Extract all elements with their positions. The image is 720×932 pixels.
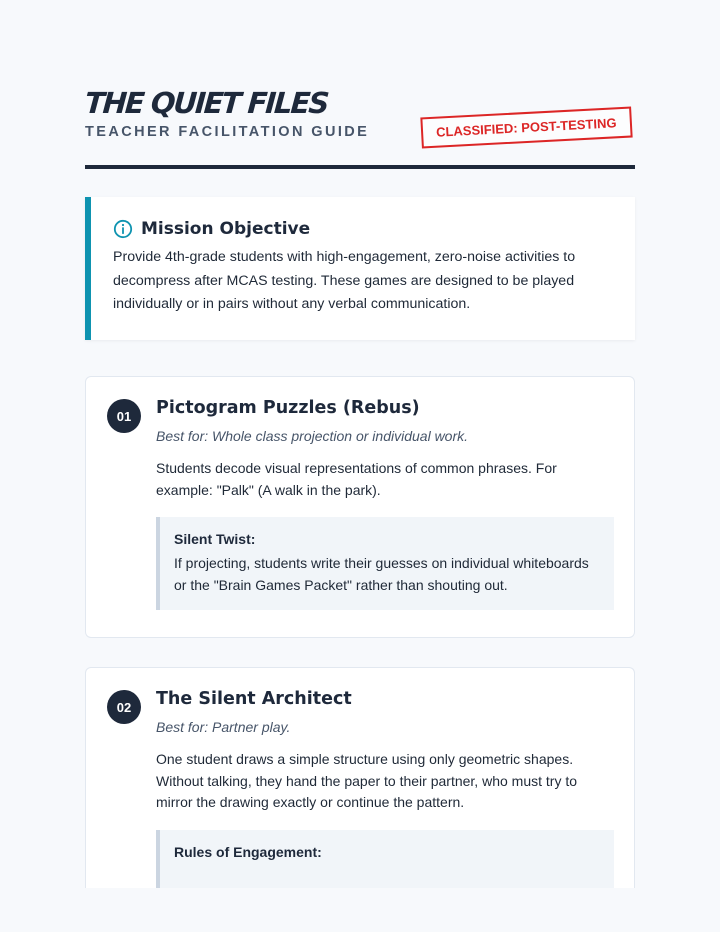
game-title: Pictogram Puzzles (Rebus): [156, 398, 420, 418]
page-title: THE QUIET FILES: [83, 86, 329, 120]
game-number-badge: 02: [107, 690, 141, 724]
callout-text: If projecting, students write their guesses on individual whiteboards or the "Brain Games Packet" rather than shouting out.: [174, 555, 589, 593]
callout-title: Rules of Engagement:: [174, 843, 322, 860]
silent-twist-callout: [156, 517, 614, 610]
game-card-pictogram-puzzles: [85, 376, 635, 638]
header-divider: [85, 165, 635, 169]
game-title: The Silent Architect: [156, 689, 352, 709]
game-card-body: [156, 398, 614, 610]
game-description: Students decode visual representations of common phrases. For example: "Palk" (A walk in the park).: [156, 460, 557, 498]
classified-stamp: CLASSIFIED: POST-TESTING: [420, 107, 632, 149]
info-icon: [113, 219, 133, 239]
guide-page: [83, 0, 635, 860]
mission-text: Provide 4th-grade students with high-engagement, zero-noise activities to decompress after MCAS testing. These games are designed to be played individually or in pairs without any verbal communication.: [113, 249, 576, 312]
callout-title: Silent Twist:: [174, 531, 256, 547]
mission-title: Mission Objective: [141, 219, 311, 239]
mission-header: [113, 219, 613, 239]
page-subtitle: TEACHER FACILITATION GUIDE: [85, 124, 370, 140]
page-bottom-edge: [0, 888, 720, 932]
game-card-body: [156, 689, 614, 910]
game-best-for: Best for: Whole class projection or individual work.: [156, 428, 469, 444]
game-description: One student draws a simple structure using only geometric shapes. Without talking, they hand the paper to their partner, who must try to mirror the drawing exactly or continue the pattern.: [156, 751, 578, 810]
page-header: [85, 0, 635, 170]
game-best-for: Best for: Partner play.: [156, 719, 291, 735]
mission-objective-box: [85, 197, 635, 340]
game-number-badge: 01: [107, 399, 141, 433]
game-card-silent-architect: [85, 667, 635, 907]
